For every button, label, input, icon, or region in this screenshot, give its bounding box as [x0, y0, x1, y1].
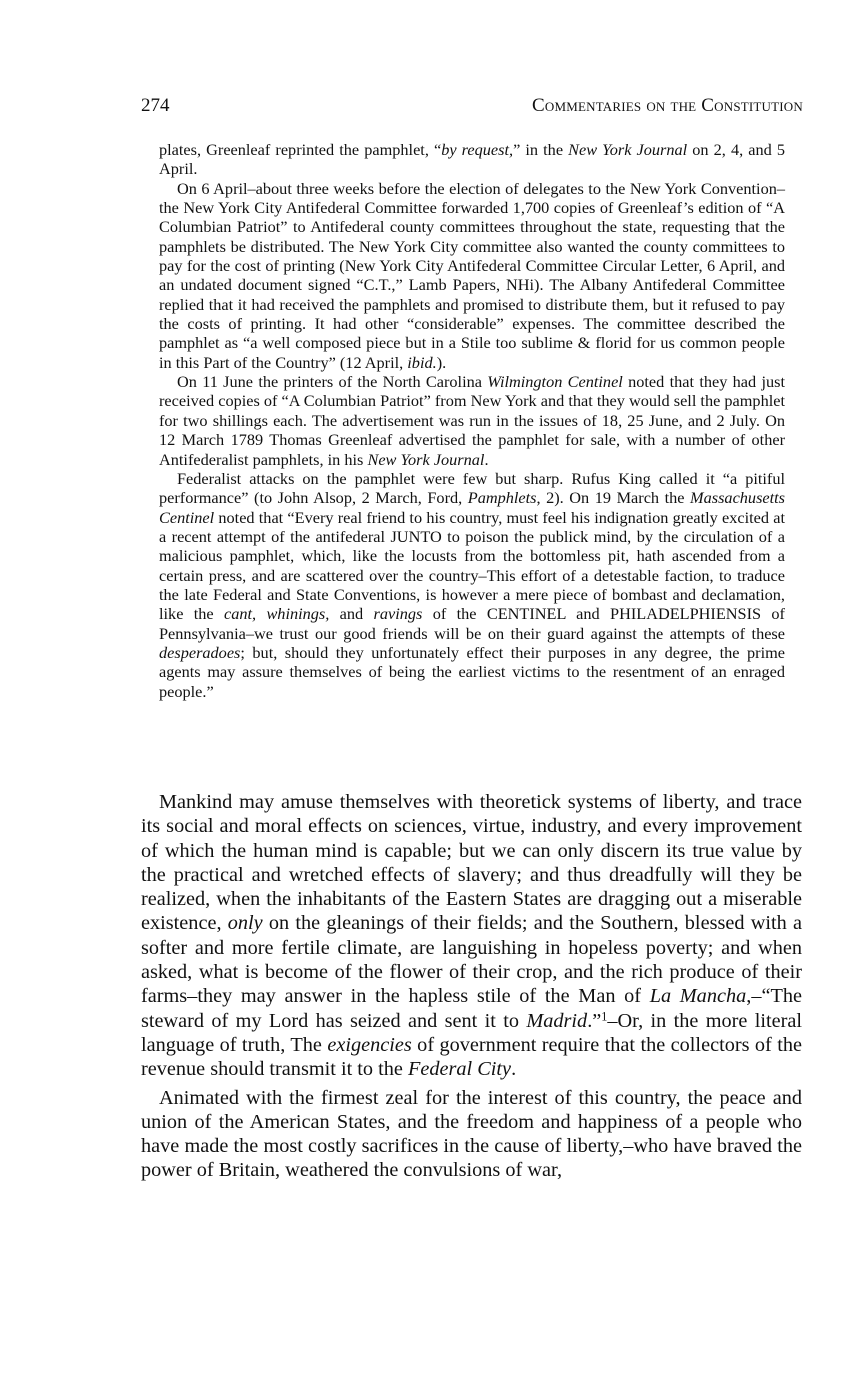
editorial-paragraph-4: Federalist attacks on the pamphlet were few but sharp. Rufus King called it “a pitiful performance” (to John Alsop, 2 March, Ford, Pamphlets, 2). On 19 March the Massachusetts Centinel noted that “Every real friend to his country, must feel his indignation greatly excited at a recent attempt of the antifederal JUNTO to poison the publick mind, by the circulation of a malicious pamphlet, which, like the locusts from the bottomless pit, hath ascended from a certain press, and are scattered over the country–This effort of a detestable faction, to traduce the late Federal and State Conventions, is however a mere piece of bombast and declamation, like the cant, whinings, and ravings of the CENTINEL and PHILADELPHIENSIS of Pennsylvania–we trust our good friends will be on their guard against the attempts of these desperadoes; but, should they unfortunately effect their purposes in any degree, the prime agents may assure themselves of being the earliest victims to the resentment of an enraged people.” — [159, 468, 786, 701]
editorial-note — [159, 140, 785, 701]
essay-paragraph-1: Mankind may amuse themselves with theoretick systems of liberty, and trace its social and moral effects on sciences, virtue, industry, and every improvement of which the human mind is capable; but we can only discern its true value by the practical and wretched effects of slavery; and thus dreadfully will they be realized, when the inhabitants of the Eastern States are dragging out a miserable existence, only on the gleanings of their fields; and the Southern, blessed with a softer and more fertile climate, are languishing in hopeless poverty; and when asked, what is become of the flower of their crop, and the rich produce of their farms–they may answer in the hapless stile of the Man of La Mancha,–“The steward of my Lord has seized and sent it to Madrid.”$^1$–Or, in the more literal language of truth, The exigencies of government require that the collectors of the revenue should transmit it to the Federal City. — [141, 791, 802, 1081]
running-head — [141, 94, 803, 118]
footnote-marker: 1 — [601, 1008, 608, 1023]
editorial-paragraph-3: On 11 June the printers of the North Carolina Wilmington Centinel noted that they had just received copies of “A Columbian Patriot” from New York and that they would sell the pamphlet for two shillings each. The advertisement was run in the issues of 18, 25 June, and 2 July. On 12 March 1789 Thomas Greenleaf advertised the pamphlet for sale, with a number of other Antifederalist pamphlets, in his New York Journal. — [159, 372, 785, 469]
page-number: 274 — [141, 95, 170, 116]
running-title: Commentaries on the Constitution — [532, 95, 803, 116]
essay-paragraph-2: Animated with the firmest zeal for the interest of this country, the peace and union of the American States, and the freedom and happiness of a people who have made the most costly sacrifices in the cause of liberty,–who have braved the power of Britain, weathered the convulsions of war, — [141, 1086, 802, 1182]
essay-text — [141, 790, 802, 1183]
editorial-paragraph-1: plates, Greenleaf reprinted the pamphlet, “by request,” in the New York Journal on 2, 4, and 5 April. — [159, 140, 785, 179]
editorial-paragraph-2: On 6 April–about three weeks before the election of delegates to the New York Convention–the New York City Antifederal Committee forwarded 1,700 copies of Greenleaf’s edition of “A Columbian Patriot” to Antifederal county committees throughout the state, requesting that the pamphlets be distributed. The New York City committee also wanted the county committees to pay for the cost of printing (New York City Antifederal Committee Circular Letter, 6 April, and an undated document signed “C.T.,” Lamb Papers, NHi). The Albany Antifederal Committee replied that it had received the pamphlets and promised to distribute them, but it refused to pay the costs of printing. It had other “considerable” expenses. The committee described the pamphlet as “a well composed piece but in a Stile too sublime & florid for us common people in this Part of the Country” (12 April, ibid.). — [159, 178, 785, 372]
